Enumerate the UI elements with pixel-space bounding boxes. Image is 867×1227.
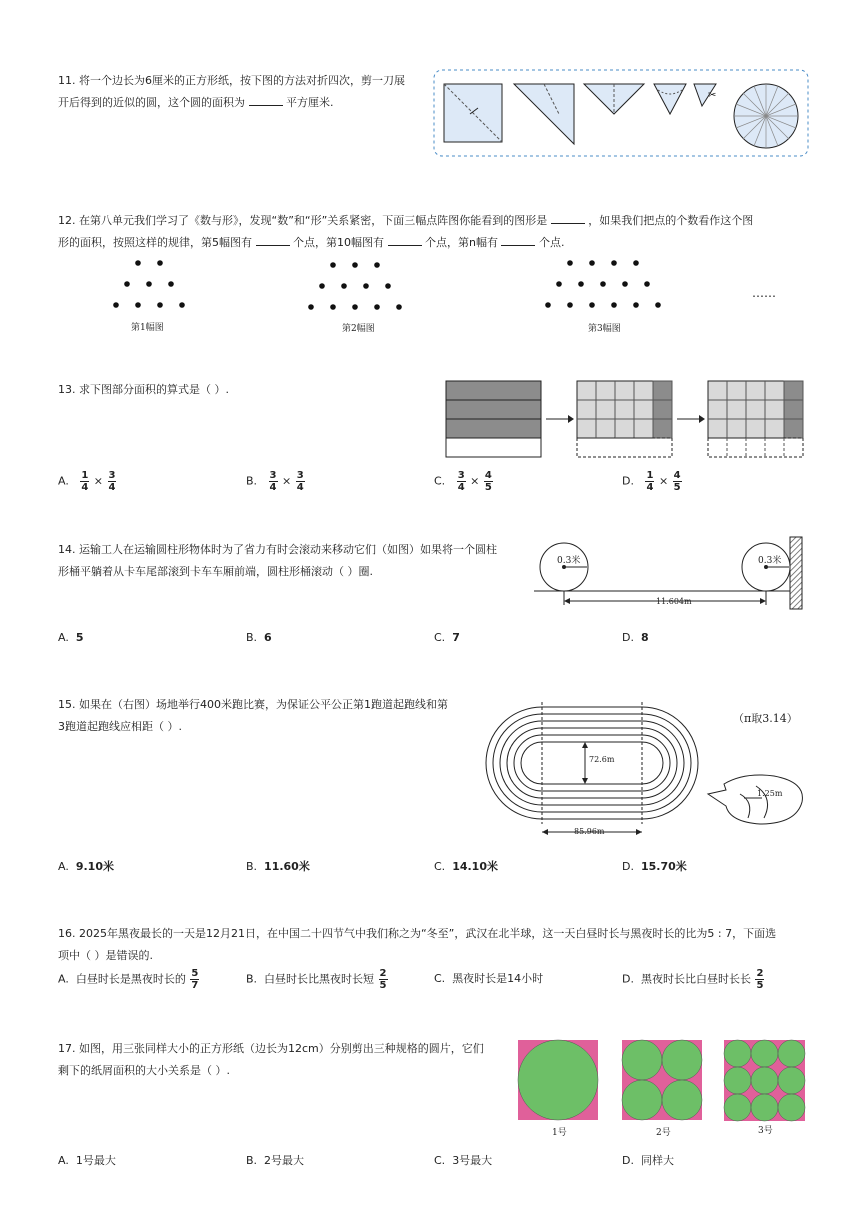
- straight-length-label: 85.96m: [574, 827, 605, 836]
- q17-option-a[interactable]: A. 1号最大: [58, 1154, 116, 1167]
- sheet-3-caption: 3号: [758, 1126, 773, 1136]
- q12-line1: 12. 在第八单元我们学习了《数与形》，发现“数”和“形”关系紧密，下面三幅点阵图你能看到的图形是 ，如果我们把点的个数看作这个图: [58, 214, 754, 227]
- bar-step-2: [577, 381, 672, 457]
- q14-option-c[interactable]: C. 7: [434, 631, 460, 644]
- fold-step-2: [514, 84, 574, 144]
- answer-blank[interactable]: [249, 95, 283, 106]
- q12-dot-arrays: [100, 255, 800, 315]
- barrel-radius-label-end: 0.3米: [758, 556, 782, 566]
- answer-blank[interactable]: [256, 235, 290, 246]
- q17-circle-cutouts: [516, 1038, 812, 1122]
- lane-width-label: 1.25m: [757, 789, 783, 798]
- q13-option-b[interactable]: B. $\frac{3}{4}$ × $\frac{3}{4}$: [246, 470, 304, 493]
- inner-width-arrow: [582, 742, 588, 784]
- sheet-1-caption: 1号: [552, 1128, 567, 1138]
- sheet-2: [622, 1040, 702, 1120]
- answer-blank[interactable]: [388, 235, 422, 246]
- q16-option-c[interactable]: C. 黑夜时长是14小时: [434, 972, 544, 985]
- q17-stem: 17. 如图，用三张同样大小的正方形纸（边长为12cm）分别剪出三种规格的圆片，它们 剩下的纸屑面积的大小关系是（ ）.: [58, 1042, 484, 1077]
- answer-blank[interactable]: [501, 235, 535, 246]
- fold-step-3: [584, 84, 644, 114]
- sheet-3: [724, 1040, 805, 1121]
- fold-step-5-scissors: [694, 84, 716, 106]
- inner-width-label: 72.6m: [589, 755, 615, 764]
- q17-option-c[interactable]: C. 3号最大: [434, 1154, 493, 1167]
- lane-zoom-callout: [708, 775, 802, 824]
- q15-option-d[interactable]: D. 15.70米: [622, 860, 687, 873]
- q15-option-a[interactable]: A. 9.10米: [58, 860, 114, 873]
- q14-option-b[interactable]: B. 6: [246, 631, 272, 644]
- truck-front-wall: [790, 537, 802, 609]
- sheet-2-caption: 2号: [656, 1128, 671, 1138]
- q13-stem: 13. 求下图部分面积的算式是（ ）.: [58, 383, 229, 396]
- q11-stem: [58, 70, 405, 114]
- fold-step-1: [444, 84, 502, 142]
- q15-option-b[interactable]: B. 11.60米: [246, 860, 310, 873]
- arrow-2: [677, 415, 705, 423]
- q12-stem: [58, 210, 818, 254]
- fold-step-4: [654, 84, 686, 114]
- q14-option-d[interactable]: D. 8: [622, 631, 649, 644]
- q17-option-d[interactable]: D. 同样大: [622, 1154, 674, 1167]
- q17-option-b[interactable]: B. 2号最大: [246, 1154, 305, 1167]
- q15-option-c[interactable]: C. 14.10米: [434, 860, 498, 873]
- q16-option-b[interactable]: B. 白昼时长比黑夜时长短 $\frac{2}{5}$: [246, 968, 387, 991]
- q11-line2: 开后得到的近似的圆，这个圆的面积为 平方厘米.: [58, 96, 334, 109]
- bar-step-3: [708, 381, 803, 457]
- answer-blank[interactable]: [551, 213, 585, 224]
- distance-label: 11.604m: [656, 597, 692, 606]
- pi-note: （π取3.14）: [733, 712, 798, 725]
- q13-option-c[interactable]: C. $\frac{3}{4}$ × $\frac{4}{5}$: [434, 470, 492, 493]
- dot-array-2-caption: 第2幅图: [342, 324, 375, 334]
- q14-stem: 14. 运输工人在运输圆柱形物体时为了省力有时会滚动来移动它们（如图）如果将一个圆柱 形桶平躺着从卡车尾部滚到卡车车厢前端，圆柱形桶滚动（ ）圈.: [58, 543, 497, 578]
- barrel-radius-label-start: 0.3米: [557, 556, 581, 566]
- dot-array-2: [308, 262, 402, 310]
- q14-option-a[interactable]: A. 5: [58, 631, 84, 644]
- q13-option-a[interactable]: A. $\frac{1}{4}$ × $\frac{3}{4}$: [58, 470, 116, 493]
- q16-option-d[interactable]: D. 黑夜时长比白昼时长长 $\frac{2}{5}$: [622, 968, 764, 991]
- q11-line1: 11. 将一个边长为6厘米的正方形纸，按下图的方法对折四次，剪一刀展: [58, 74, 405, 87]
- sheet-1: [518, 1040, 598, 1120]
- svg-text:✂: ✂: [708, 90, 717, 101]
- q16-stem: 16. 2025年黑夜最长的一天是12月21日，在中国二十四节气中我们称之为“冬至”，武汉在北半球，这一天白昼时长与黑夜时长的比为5 : 7，下面选 项中（ ）是错误的.: [58, 927, 777, 962]
- dot-array-3-caption: 第3幅图: [588, 324, 621, 334]
- dot-array-1-caption: 第1幅图: [131, 323, 164, 333]
- continuation-ellipsis: ……: [752, 286, 776, 300]
- q13-fraction-figure: [440, 375, 810, 465]
- unfolded-circle: [734, 84, 798, 148]
- q12-line2: 形的面积，按照这样的规律，第5幅图有 个点，第10幅图有 个点，第n幅有 个点.: [58, 236, 565, 249]
- arrow-1: [546, 415, 574, 423]
- q16-option-a[interactable]: A. 白昼时长是黑夜时长的 $\frac{5}{7}$: [58, 968, 199, 991]
- q13-option-d[interactable]: D. $\frac{1}{4}$ × $\frac{4}{5}$: [622, 470, 681, 493]
- q15-stem: 15. 如果在（右图）场地举行400米跑比赛，为保证公平公正第1跑道起跑线和第 3跑道起跑线应相距（ ）.: [58, 698, 448, 733]
- bar-step-1: [446, 381, 541, 457]
- dot-array-1: [113, 260, 185, 308]
- dot-array-3: [545, 260, 661, 308]
- q11-folding-figure: [432, 68, 812, 160]
- q15-running-track-figure: [478, 694, 808, 844]
